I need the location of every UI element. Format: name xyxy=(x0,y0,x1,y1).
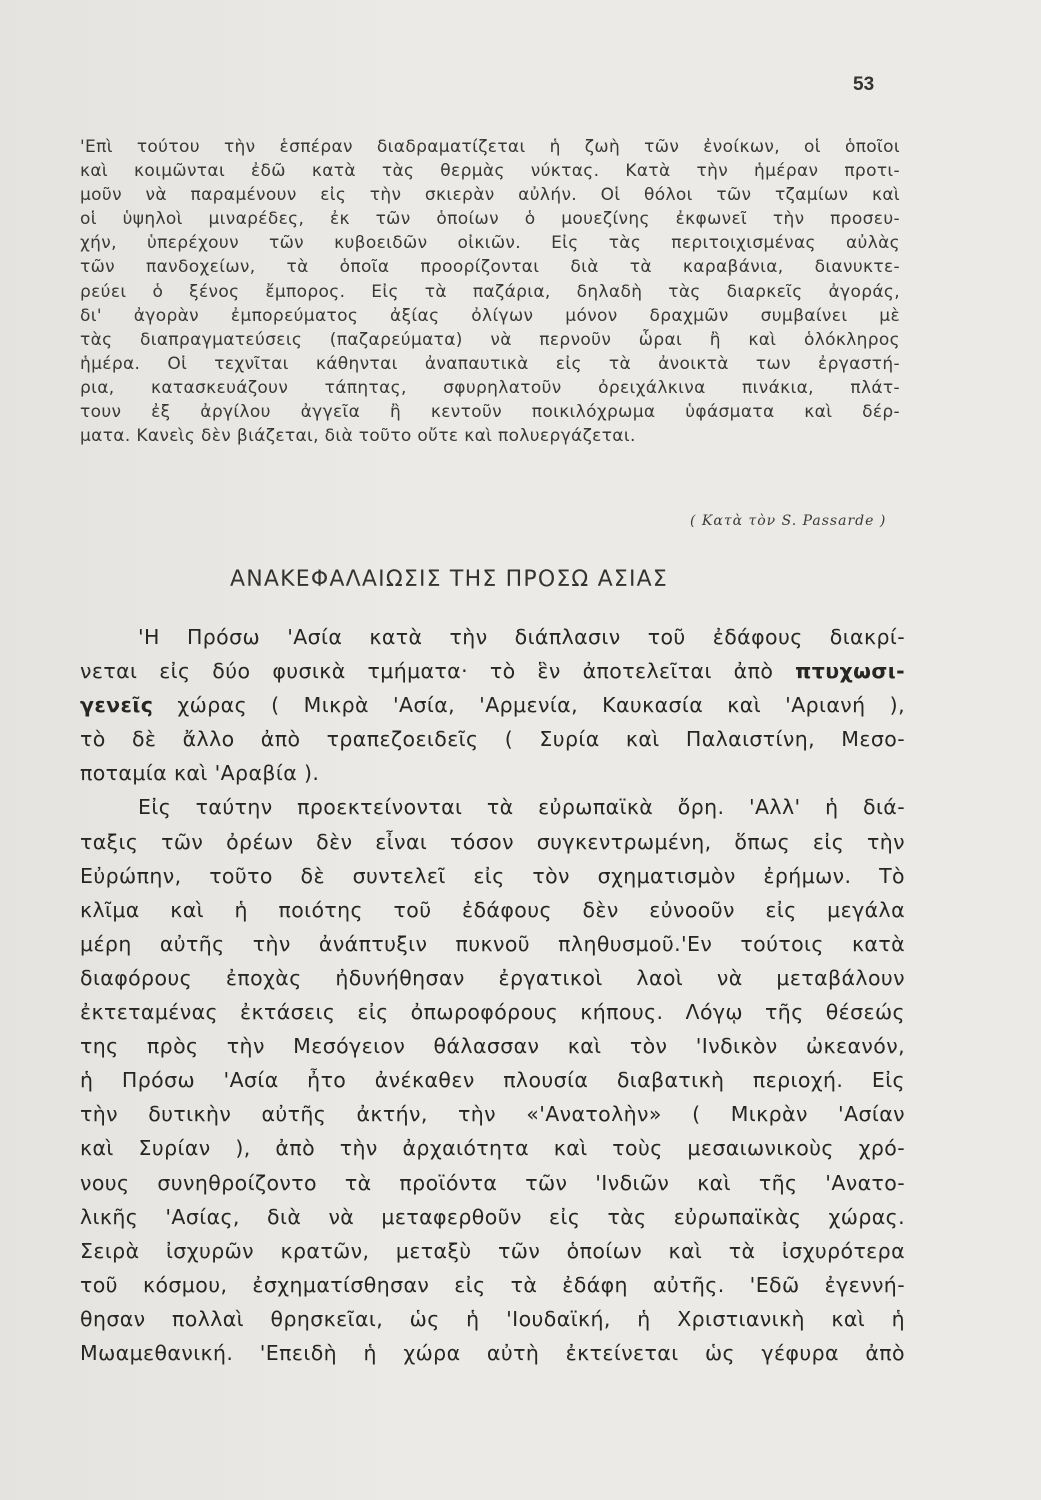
summary-line: καὶ Συρίαν ), ἀπὸ τὴν ἀρχαιότητα καὶ τοὺς μεσαιωνικοὺς χρό- xyxy=(80,1136,905,1161)
summary-line: νους συνηθροίζοντο τὰ προϊόντα τῶν 'Ινδιῶν καὶ τῆς 'Ανατο- xyxy=(80,1170,905,1195)
paragraph-line: τῶν πανδοχείων, τὰ ὁποῖα προορίζονται διὰ τὰ καραβάνια, διανυκτε- xyxy=(80,257,900,278)
paragraph-line: μοῦν νὰ παραμένουν εἰς τὴν σκιερὰν αὐλήν. Οἱ θόλοι τῶν τζαμίων καὶ xyxy=(80,185,900,206)
summary-line: ἡ Πρόσω 'Ασία ἦτο ἀνέκαθεν πλουσία διαβατικὴ περιοχή. Εἰς xyxy=(80,1068,905,1093)
summary-text xyxy=(80,620,905,1370)
summary-line: τὴν δυτικὴν αὐτῆς ἀκτήν, τὴν «'Ανατολὴν» ( Μικρὰν 'Ασίαν xyxy=(80,1102,905,1127)
paragraph-line: 'Επὶ τούτου τὴν ἑσπέραν διαδραματίζεται ἡ ζωὴ τῶν ἐνοίκων, οἱ ὁποῖοι xyxy=(80,137,900,157)
paragraph-line: ἡμέρα. Οἱ τεχνῖται κάθηνται ἀναπαυτικὰ εἰς τὰ ἀνοικτὰ των ἐργαστή- xyxy=(80,353,900,374)
summary-line: Εὐρώπην, τοῦτο δὲ συντελεῖ εἰς τὸν σχηματισμὸν ἐρήμων. Τὸ xyxy=(80,863,905,888)
summary-line: Σειρὰ ἰσχυρῶν κρατῶν, μεταξὺ τῶν ὁποίων καὶ τὰ ἰσχυρότερα xyxy=(80,1238,905,1263)
summary-text-run: νεται εἰς δύο φυσικὰ τμήματα· τὸ ἓν ἀποτελεῖται ἀπὸ xyxy=(80,659,796,684)
page-number: 53 xyxy=(853,74,875,95)
section-heading: ΑΝΑΚΕΦΑΛΑΙΩΣΙΣ ΤΗΣ ΠΡΟΣΩ ΑΣΙΑΣ xyxy=(230,567,669,592)
summary-line: 'Η Πρόσω 'Ασία κατὰ τὴν διάπλασιν τοῦ ἐδάφους διακρί- xyxy=(138,625,905,649)
narrative-paragraph xyxy=(80,135,900,448)
paragraph-line: ρια, κατασκευάζουν τάπητας, σφυρηλατοῦν ὀρειχάλκινα πινάκια, πλάτ- xyxy=(80,377,900,398)
summary-line: Μωαμεθανική. 'Επειδὴ ἡ χώρα αὐτὴ ἐκτείνεται ὡς γέφυρα ἀπὸ xyxy=(80,1340,905,1365)
summary-line: Εἰς ταύτην προεκτείνονται τὰ εὐρωπαϊκὰ ὄρη. 'Αλλ' ἡ διά- xyxy=(138,795,905,820)
bold-term: πτυχωσι- xyxy=(795,659,905,684)
summary-line xyxy=(80,654,905,688)
summary-line: τὸ δὲ ἄλλο ἀπὸ τραπεζοειδεῖς ( Συρία καὶ Παλαιστίνη, Μεσο- xyxy=(80,727,905,752)
paragraph-line: χήν, ὑπερέχουν τῶν κυβοειδῶν οἰκιῶν. Εἰς τὰς περιτοιχισμένας αὐλὰς xyxy=(80,233,900,254)
summary-line xyxy=(80,688,905,722)
summary-text-run: χώρας ( Μικρὰ 'Ασία, 'Αρμενία, Καυκασία καὶ 'Αριανή ), xyxy=(153,693,905,718)
summary-line: τοῦ κόσμου, ἐσχηματίσθησαν εἰς τὰ ἐδάφη αὐτῆς. 'Εδῶ ἐγεννή- xyxy=(80,1272,905,1297)
summary-line: κλῖμα καὶ ἡ ποιότης τοῦ ἐδάφους δὲν εὐνοοῦν εἰς μεγάλα xyxy=(80,897,905,922)
bold-term: γενεῖς xyxy=(80,693,154,718)
paragraph-line: καὶ κοιμῶνται ἐδῶ κατὰ τὰς θερμὰς νύκτας. Κατὰ τὴν ἡμέραν προτι- xyxy=(80,161,900,182)
paragraph-line: τὰς διαπραγματεύσεις (παζαρεύματα) νὰ περνοῦν ὧραι ἢ καὶ ὁλόκληρος xyxy=(80,329,900,350)
summary-line: διαφόρους ἐποχὰς ἠδυνήθησαν ἐργατικοὶ λαοὶ νὰ μεταβάλουν xyxy=(80,965,905,990)
summary-line: θησαν πολλαὶ θρησκεῖαι, ὡς ἡ 'Ιουδαϊκή, ἡ Χριστιανικὴ καὶ ἡ xyxy=(80,1306,905,1331)
paragraph-line: δι' ἀγορὰν ἐμπορεύματος ἀξίας ὀλίγων μόνον δραχμῶν συμβαίνει μὲ xyxy=(80,305,900,326)
summary-line: λικῆς 'Ασίας, διὰ νὰ μεταφερθοῦν εἰς τὰς εὐρωπαϊκὰς χώρας. xyxy=(80,1204,905,1229)
summary-line: ταξις τῶν ὀρέων δὲν εἶναι τόσον συγκεντρωμένη, ὅπως εἰς τὴν xyxy=(80,829,905,854)
paragraph-line: ματα. Κανεὶς δὲν βιάζεται, διὰ τοῦτο οὔτε καὶ πολυεργάζεται. xyxy=(80,426,636,447)
source-attribution: ( Κατὰ τὸν S. Passarde ) xyxy=(690,513,887,529)
summary-line: ποταμία καὶ 'Αραβία ). xyxy=(80,761,320,786)
summary-line: μέρη αὐτῆς τὴν ἀνάπτυξιν πυκνοῦ πληθυσμοῦ.'Εν τούτοις κατὰ xyxy=(80,931,905,956)
paragraph-line: τουν ἐξ ἀργίλου ἀγγεῖα ἢ κεντοῦν ποικιλόχρωμα ὑφάσματα καὶ δέρ- xyxy=(80,402,900,423)
paragraph-line: ρεύει ὁ ξένος ἔμπορος. Εἰς τὰ παζάρια, δηλαδὴ τὰς διαρκεῖς ἀγοράς, xyxy=(80,281,900,302)
summary-line: της πρὸς τὴν Μεσόγειον θάλασσαν καὶ τὸν 'Ινδικὸν ὠκεανόν, xyxy=(80,1034,905,1059)
paragraph-line: οἱ ὑψηλοὶ μιναρέδες, ἐκ τῶν ὁποίων ὁ μουεζίνης ἐκφωνεῖ τὴν προσευ- xyxy=(80,209,900,230)
summary-line: ἐκτεταμένας ἐκτάσεις εἰς ὀπωροφόρους κήπους. Λόγῳ τῆς θέσεώς xyxy=(80,1000,905,1025)
